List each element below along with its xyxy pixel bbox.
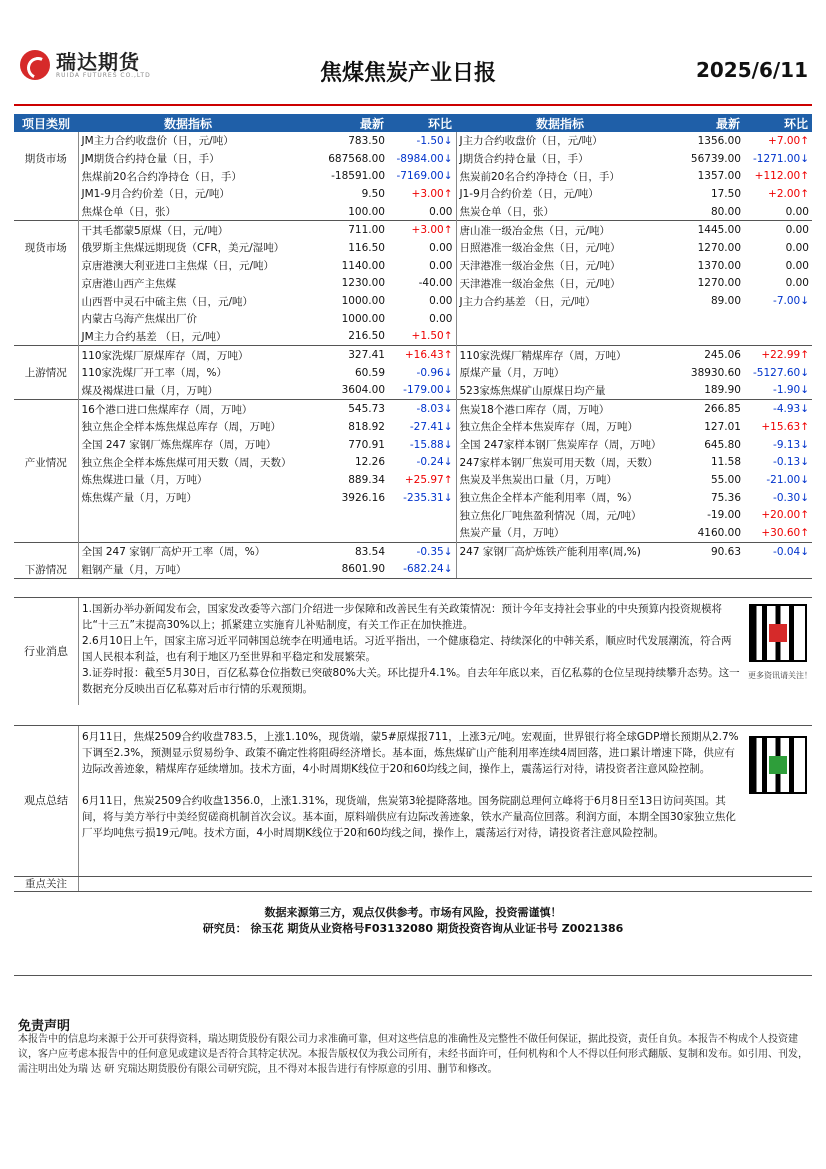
latest-left: -18591.00: [331, 170, 385, 183]
table-row: [14, 150, 812, 168]
indicator-right: 焦炭前20名合约净持仓（日，手）: [456, 167, 664, 185]
latest-right: 55.00: [710, 473, 741, 486]
indicator-left: JM期货合约持仓量（日，手）: [81, 153, 220, 166]
indicator-right: J期货合约持仓量（日，手）: [456, 150, 664, 168]
qr-caption: 更多资讯请关注！: [748, 671, 812, 680]
category-cell: [14, 203, 78, 221]
indicator-left: 焦煤仓单（日，张）: [81, 206, 176, 219]
latest-left: [298, 524, 388, 542]
table-row: [14, 364, 812, 382]
latest-right: 189.90: [704, 384, 741, 397]
report-date: 2025/6/11: [695, 58, 808, 82]
latest-right: 75.36: [710, 491, 741, 504]
change-left: -682.24↓: [388, 561, 456, 579]
change-right: +7.00↑: [768, 134, 809, 147]
latest-right: 1370.00: [697, 259, 741, 272]
table-row: [14, 185, 812, 203]
change-left: -0.35↓: [388, 542, 456, 560]
change-right: +22.99↑: [744, 346, 812, 364]
table-row: [14, 346, 812, 364]
data-table: [14, 114, 812, 579]
latest-right: 11.58: [710, 456, 741, 469]
indicator-left: 16个港口进口焦煤库存（周，万吨）: [78, 400, 298, 418]
category-cell: [14, 524, 78, 542]
latest-left: 100.00: [348, 205, 385, 218]
latest-right: 89.00: [710, 295, 741, 308]
change-right: +20.00↑: [761, 509, 809, 522]
indicator-right: 焦炭18个港口库存（周，万吨）: [456, 400, 664, 418]
change-right: -0.30↓: [773, 491, 809, 504]
indicator-right: 独立焦企全样本产能利用率（周，%）: [456, 489, 664, 507]
change-left: -15.88↓: [409, 438, 453, 451]
category-cell: 下游情况: [14, 561, 78, 579]
table-row: [14, 310, 812, 328]
header-indicator-left: 数据指标: [78, 114, 298, 132]
indicator-right: 焦炭产量（月，万吨）: [456, 524, 664, 542]
report-header: [14, 40, 812, 100]
indicator-left: 独立焦企全样本炼焦煤可用天数（周，天数）: [81, 456, 292, 469]
latest-left: 1230.00: [341, 277, 385, 290]
table-row: [14, 489, 812, 507]
indicator-right: 天津港准一级冶金焦（日，元/吨）: [456, 275, 664, 293]
category-cell: [14, 382, 78, 400]
indicator-right: J主力合约收盘价（日，元/吨）: [456, 132, 664, 150]
category-cell: [14, 221, 78, 239]
ruida-logo-icon: [20, 50, 50, 80]
indicator-left: [78, 506, 298, 524]
latest-left: 9.50: [361, 187, 385, 200]
focus-label: 重点关注: [14, 877, 79, 891]
indicator-left: 独立焦企全样本炼焦煤总库存（周，万吨）: [81, 421, 281, 434]
indicator-left: 京唐港山西产主焦煤: [81, 277, 176, 290]
indicator-right: 全国 247家样本钢厂焦炭库存（周，万吨）: [456, 436, 664, 454]
category-cell: [14, 542, 78, 560]
change-left: 0.00: [429, 241, 453, 254]
change-right: -1271.00↓: [752, 152, 809, 165]
change-right: 0.00: [785, 259, 809, 272]
change-right: -1.90↓: [773, 384, 809, 397]
indicator-right: [456, 310, 664, 328]
change-right: [744, 328, 812, 346]
view-paragraph: 6月11日，焦炭2509合约收盘1356.0，上涨1.31%，现货端，焦炭第3轮提降落地。国务院副总理何立峰将于6月8日至13日访问英国。其间，将与美方举行中美经贸磋商机制首次会议。基本面，原料端供应有边际改善迹象，铁水产量高位回落。利润方面，本期全国30家独立焦化厂平均吨焦亏损19元/吨。技术方面，4小时周期K线位于20和60均线之间，操作上，震荡运行对待，请投资者注意风险控制。: [82, 795, 736, 839]
latest-left: 1140.00: [341, 259, 385, 272]
latest-left: [298, 506, 388, 524]
latest-right: 17.50: [710, 187, 741, 200]
indicator-left: [78, 524, 298, 542]
change-right: -9.13↓: [773, 438, 809, 451]
category-cell: [14, 310, 78, 328]
category-cell: [14, 400, 78, 418]
category-cell: 产业情况: [14, 453, 78, 471]
change-left: +3.00↑: [411, 187, 453, 200]
change-left: -40.00: [418, 277, 453, 290]
latest-left: 216.50: [348, 330, 385, 343]
latest-right: 266.85: [664, 400, 744, 418]
risk-notice: 数据来源第三方，观点仅供参考。市场有风险，投资需谨慎！: [264, 906, 562, 919]
view-paragraph: 6月11日，焦煤2509合约收盘783.5，上涨1.10%，现货端，蒙5#原煤报711，上涨3元/吨。宏观面，世界银行将全球GDP增长预期从2.7%下调至2.3%，预测显示贸易纷争、政策不确定性将阻碍经济增长。基本面，炼焦煤矿山产能利用率连续4周回落，进口累计增速下降，供应有边际改善迹象，精煤库存延续增加。技术方面，4小时周期K线位于20和60均线之间，操作上，震荡运行对待，请投资者注意风险控制。: [82, 731, 739, 775]
indicator-right: J1-9月合约价差（日，元/吨）: [456, 185, 664, 203]
change-right: [744, 310, 812, 328]
indicator-left: 俄罗斯主焦煤远期现货（CFR，美元/湿吨）: [81, 242, 285, 255]
latest-right: 1445.00: [664, 221, 744, 239]
table-row: [14, 471, 812, 489]
table-row: [14, 542, 812, 560]
change-right: -21.00↓: [766, 473, 809, 486]
latest-right: 645.80: [704, 438, 741, 451]
indicator-left: 干其毛都蒙5原煤（日，元/吨）: [78, 221, 298, 239]
change-left: -179.00↓: [403, 384, 453, 397]
indicator-left: 全国 247 家钢厂高炉开工率（周，%）: [78, 542, 298, 560]
header-divider: [14, 104, 812, 106]
header-category: 项目类别: [14, 114, 78, 132]
change-left: +1.50↑: [411, 330, 453, 343]
indicator-right: 日照港准一级冶金焦（日，元/吨）: [456, 239, 664, 257]
change-right: -7.00↓: [773, 295, 809, 308]
news-item: 3.证券时报：截至5月30日，百亿私募仓位指数已突破80%大关。环比提升4.1%。自去年年底以来，百亿私募的仓位呈现持续攀升态势。这一数据充分反映出百亿私募对后市行情的乐观预期。: [82, 667, 740, 695]
view-summary-label: 观点总结: [14, 726, 79, 876]
change-right: 0.00: [785, 241, 809, 254]
category-cell: [14, 471, 78, 489]
latest-left: 783.50: [348, 134, 385, 147]
indicator-left: 山西晋中灵石中硫主焦（日，元/吨）: [81, 295, 254, 308]
latest-left: 1000.00: [341, 312, 385, 325]
latest-left: 327.41: [298, 346, 388, 364]
indicator-left: 煤及褐煤进口量（月，万吨）: [81, 384, 218, 397]
latest-left: 889.34: [348, 473, 385, 486]
latest-right: 56739.00: [690, 152, 741, 165]
latest-left: 8601.90: [298, 561, 388, 579]
table-row: [14, 292, 812, 310]
category-cell: 上游情况: [14, 364, 78, 382]
change-left: -8984.00↓: [396, 152, 453, 165]
disclaimer-title: 免责声明: [18, 1019, 71, 1034]
latest-right: -19.00: [707, 509, 741, 522]
latest-left: 3926.16: [341, 491, 385, 504]
indicator-left: 110家洗煤厂原煤库存（周，万吨）: [78, 346, 298, 364]
disclaimer-text: 本报告中的信息均来源于公开可获得资料，瑞达期货股份有限公司力求准确可靠，但对这些信息的准确性及完整性不做任何保证，据此投资，责任自负。本报告不构成个人投资建议，客户应考虑本报告中的任何意见或建议是否符合其特定状况。本报告版权仅为我公司所有，未经书面许可，任何机构和个人不得以任何形式翻版、复制和发布。如引用、刊发，需注明出处为瑞 达 研 究瑞达期货股份有限公司研究院，且不得对本报告进行有悖原意的引用、删节和修改。: [18, 1034, 808, 1075]
latest-right: [664, 310, 744, 328]
view-summary-section: [14, 725, 812, 876]
category-cell: [14, 132, 78, 150]
indicator-right: J主力合约基差 （日，元/吨）: [456, 292, 664, 310]
category-cell: [14, 257, 78, 275]
indicator-left: 焦煤前20名合约净持仓（日，手）: [81, 170, 242, 183]
indicator-left: 全国 247 家钢厂炼焦煤库存（周，万吨）: [81, 439, 277, 452]
change-left: -27.41↓: [409, 420, 453, 433]
change-right: -4.93↓: [744, 400, 812, 418]
latest-right: [664, 561, 744, 579]
change-right: -0.04↓: [744, 542, 812, 560]
latest-right: 90.63: [664, 542, 744, 560]
header-latest-right: 最新: [664, 114, 744, 132]
change-left: 0.00: [429, 205, 453, 218]
indicator-left: 内蒙古乌海产焦煤出厂价: [81, 313, 197, 326]
category-cell: [14, 167, 78, 185]
category-cell: 期货市场: [14, 150, 78, 168]
news-item: 1.国新办举办新闻发布会，国家发改委等六部门介绍进一步保障和改善民生有关政策情况：预计今年支持社会事业的中央预算内投资规模将比“十三五”末提高30%以上；抓紧建立实施育儿补贴制度，有关工作正在加快推进。: [82, 603, 723, 631]
latest-right: 245.06: [664, 346, 744, 364]
indicator-right: 原煤产量（月，万吨）: [456, 364, 664, 382]
report-title: 焦煤焦炭产业日报: [320, 61, 497, 86]
indicator-left: 110家洗煤厂开工率（周，%）: [81, 367, 228, 380]
table-row: [14, 203, 812, 221]
researcher-info: 研究员： 徐玉花 期货从业资格号F03132080 期货投资咨询从业证书号 Z0021386: [202, 922, 624, 935]
indicator-right: 523家炼焦煤矿山原煤日均产量: [456, 382, 664, 400]
change-right: +15.63↑: [761, 420, 809, 433]
table-row: [14, 524, 812, 542]
change-left: -8.03↓: [388, 400, 456, 418]
footer-divider: [14, 975, 812, 976]
table-row: [14, 221, 812, 239]
table-row: [14, 382, 812, 400]
change-left: 0.00: [429, 259, 453, 272]
category-cell: [14, 506, 78, 524]
latest-left: 818.92: [348, 420, 385, 433]
table-row: [14, 418, 812, 436]
industry-news-text: [82, 601, 742, 697]
change-left: -0.96↓: [416, 366, 453, 379]
indicator-right: 独立焦企全样本焦炭库存（周，万吨）: [456, 418, 664, 436]
category-cell: [14, 275, 78, 293]
indicator-right: 独立焦化厂吨焦盈利情况（周，元/吨）: [456, 506, 664, 524]
table-row: [14, 167, 812, 185]
category-cell: [14, 185, 78, 203]
latest-right: 38930.60: [690, 366, 741, 379]
latest-right: 80.00: [710, 205, 741, 218]
latest-left: 3604.00: [341, 384, 385, 397]
view-summary-text: [82, 729, 742, 841]
latest-left: 711.00: [298, 221, 388, 239]
latest-left: 60.59: [354, 366, 385, 379]
latest-right: 1270.00: [697, 277, 741, 290]
category-cell: 现货市场: [14, 239, 78, 257]
change-right: +2.00↑: [768, 187, 809, 200]
change-left: +3.00↑: [388, 221, 456, 239]
change-left: -1.50↓: [416, 134, 453, 147]
indicator-left: JM主力合约收盘价（日，元/吨）: [81, 135, 234, 148]
header-change-left: 环比: [388, 114, 456, 132]
category-cell: [14, 436, 78, 454]
indicator-right: 247家样本钢厂焦炭可用天数（周，天数）: [456, 453, 664, 471]
table-row: [14, 328, 812, 346]
latest-left: 12.26: [354, 456, 385, 469]
change-right: 0.00: [744, 221, 812, 239]
indicator-left: JM主力合约基差 （日，元/吨）: [81, 330, 227, 343]
indicator-right: 247 家钢厂高炉炼铁产能利用率(周,%): [456, 542, 664, 560]
table-row: [14, 400, 812, 418]
logo-english: RUIDA FUTURES CO.,LTD: [56, 71, 151, 79]
indicator-left: JM1-9月合约价差（日，元/吨）: [81, 188, 230, 201]
header-change-right: 环比: [744, 114, 812, 132]
latest-left: 83.54: [298, 542, 388, 560]
latest-left: 687568.00: [328, 152, 385, 165]
latest-left: 545.73: [298, 400, 388, 418]
change-left: -0.24↓: [416, 456, 453, 469]
latest-left: 770.91: [348, 438, 385, 451]
latest-right: [664, 328, 744, 346]
indicator-right: [456, 561, 664, 579]
change-right: 0.00: [785, 277, 809, 290]
table-row: [14, 275, 812, 293]
latest-right: 1357.00: [697, 170, 741, 183]
indicator-left: 粗钢产量（月，万吨）: [78, 561, 298, 579]
indicator-left: 炼焦煤进口量（月，万吨）: [81, 474, 208, 487]
change-left: -235.31↓: [403, 491, 453, 504]
change-left: 0.00: [429, 295, 453, 308]
indicator-right: 110家洗煤厂精煤库存（周，万吨）: [456, 346, 664, 364]
latest-right: 127.01: [704, 420, 741, 433]
change-right: +112.00↑: [754, 170, 809, 183]
company-logo: [20, 50, 151, 80]
table-row: [14, 239, 812, 257]
change-right: [744, 561, 812, 579]
indicator-left: 京唐港澳大利亚进口主焦煤（日，元/吨）: [81, 260, 275, 273]
latest-right: 1356.00: [697, 134, 741, 147]
header-indicator-right: 数据指标: [456, 114, 664, 132]
indicator-left: 炼焦煤产量（月，万吨）: [81, 492, 197, 505]
indicator-right: [456, 328, 664, 346]
industry-news-section: [14, 597, 812, 705]
table-row: [14, 506, 812, 524]
table-row: [14, 436, 812, 454]
table-row: [14, 257, 812, 275]
wechat-qr-icon: [749, 736, 807, 794]
change-left: -7169.00↓: [396, 170, 453, 183]
change-right: +30.60↑: [761, 526, 809, 539]
qr-code-icon: [749, 604, 807, 662]
logo-name: 瑞达期货: [56, 49, 140, 74]
category-cell: [14, 489, 78, 507]
latest-right: 1270.00: [697, 241, 741, 254]
category-cell: [14, 292, 78, 310]
change-right: -5127.60↓: [752, 366, 809, 379]
table-row: [14, 132, 812, 150]
change-left: [388, 524, 456, 542]
table-row: [14, 561, 812, 579]
category-cell: [14, 418, 78, 436]
change-left: +25.97↑: [404, 473, 453, 486]
table-row: [14, 453, 812, 471]
indicator-right: 焦炭及半焦炭出口量（月，万吨）: [456, 471, 664, 489]
latest-right: 4160.00: [697, 526, 741, 539]
latest-left: 1000.00: [341, 295, 385, 308]
change-left: +16.43↑: [388, 346, 456, 364]
table-header-row: [14, 114, 812, 132]
change-right: 0.00: [785, 205, 809, 218]
focus-section: [14, 876, 812, 892]
indicator-right: 唐山准一级冶金焦（日，元/吨）: [456, 221, 664, 239]
change-right: -0.13↓: [773, 456, 809, 469]
indicator-right: 焦炭仓单（日，张）: [456, 203, 664, 221]
change-left: 0.00: [429, 312, 453, 325]
header-latest-left: 最新: [298, 114, 388, 132]
category-cell: [14, 346, 78, 364]
category-cell: [14, 328, 78, 346]
indicator-right: 天津港准一级冶金焦（日，元/吨）: [456, 257, 664, 275]
industry-news-label: 行业消息: [14, 598, 79, 705]
latest-left: 116.50: [348, 241, 385, 254]
change-left: [388, 506, 456, 524]
news-item: 2.6月10日上午，国家主席习近平同韩国总统李在明通电话。习近平指出，一个健康稳定、持续深化的中韩关系，顺应时代发展潮流，符合两国人民根本利益，也有利于地区乃至世界和平稳定和发展繁荣。: [82, 635, 732, 663]
